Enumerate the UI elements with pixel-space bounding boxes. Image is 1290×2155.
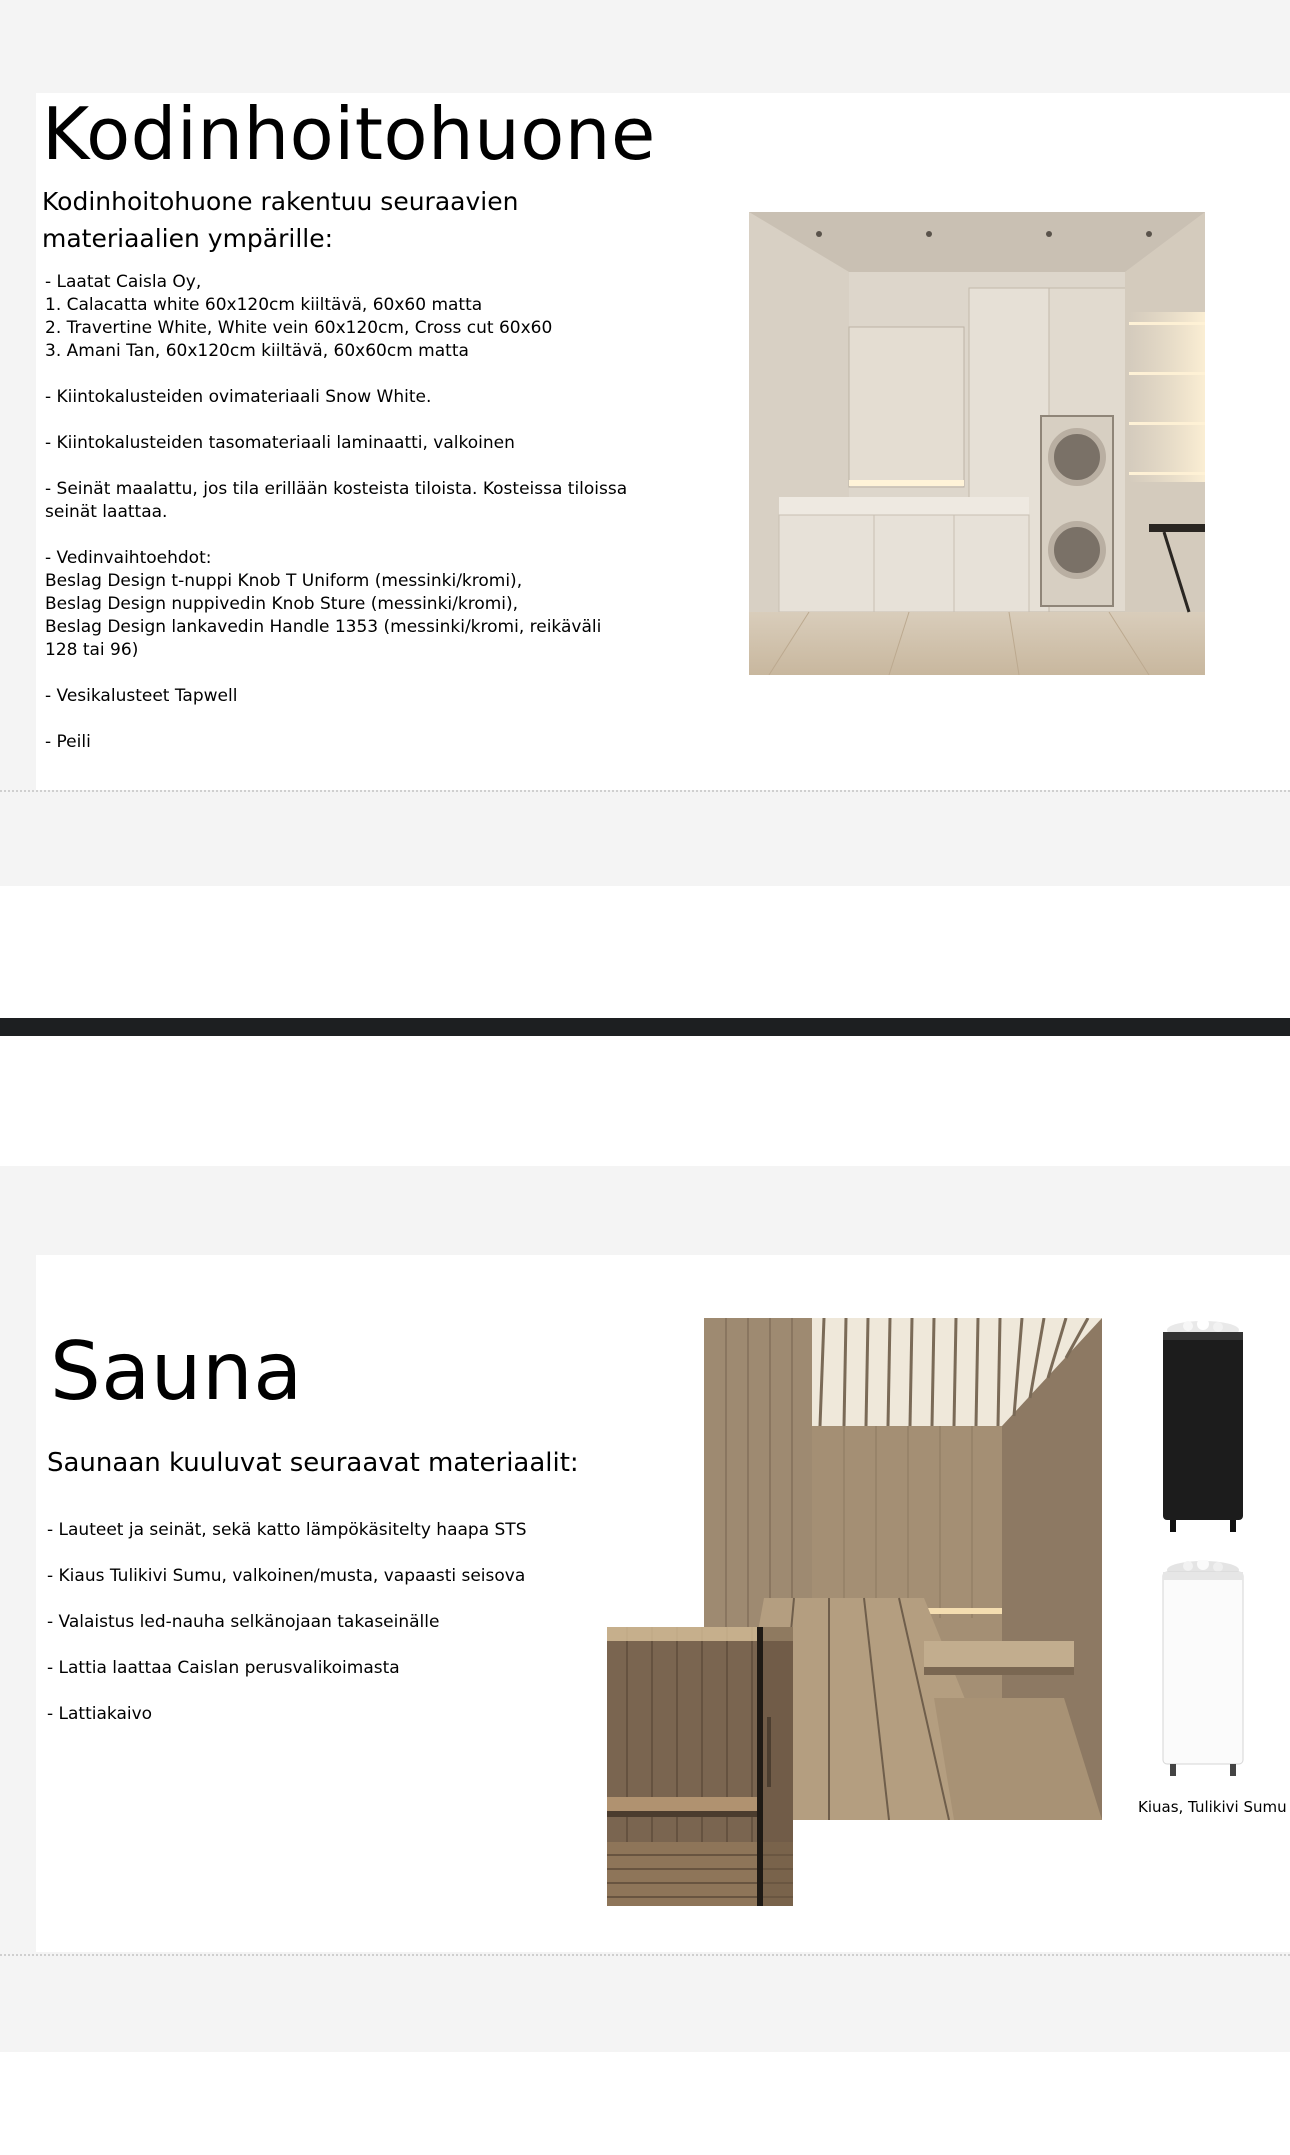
sauna-materials-text: - Lauteet ja seinät, sekä katto lämpökäsitelty haapa STS - Kiaus Tulikivi Sumu, valkoinen/musta, vapaasti seisova - Valaistus led-nauha selkänojaan takaseinälle - Lattia laattaa Caislan perusvalikoimasta - Lattiakaivo: [47, 1520, 527, 1724]
stove-caption: Kiuas, Tulikivi Sumu: [1138, 1798, 1287, 1816]
white-stove-image: [1158, 1560, 1248, 1778]
slide-separator: [0, 1954, 1290, 1956]
slide-separator: [0, 790, 1290, 792]
laundry-materials-text: - Laatat Caisla Oy, 1. Calacatta white 60x120cm kiiltävä, 60x60 matta 2. Travertine White, White vein 60x120cm, Cross cut 60x60 3. Amani Tan, 60x120cm kiiltävä, 60x60cm matta - Kiintokalusteiden ovimateriaali Snow White. - Kiintokalusteiden tasomateriaali laminaatti, valkoinen - Seinät maalattu, jos tila erillään kosteista tiloista. Kosteissa tiloissa seinät laattaa. - Vedinvaihtoehdot: Beslag Design t-nuppi Knob T Uniform (messinki/kromi), Beslag Design nuppivedin Knob Sture (messinki/kromi), Beslag Design lankavedin Handle 1353 (messinki/kromi, reikäväli 128 tai 96) - Vesikalusteet Tapwell - Peili: [45, 272, 628, 752]
sauna-subtitle: Saunaan kuuluvat seuraavat materiaalit:: [47, 1448, 579, 1478]
sauna-door-photo: [607, 1627, 793, 1906]
laundry-subtitle: Kodinhoitohuone rakentuu seuraavien materiaalien ympärille:: [42, 187, 519, 253]
black-stove-image: [1158, 1320, 1248, 1535]
sauna-title: Sauna: [50, 1325, 303, 1418]
laundry-room-photo: [749, 212, 1205, 675]
laundry-title: Kodinhoitohuone: [42, 92, 656, 176]
page-divider: [0, 1018, 1290, 1036]
